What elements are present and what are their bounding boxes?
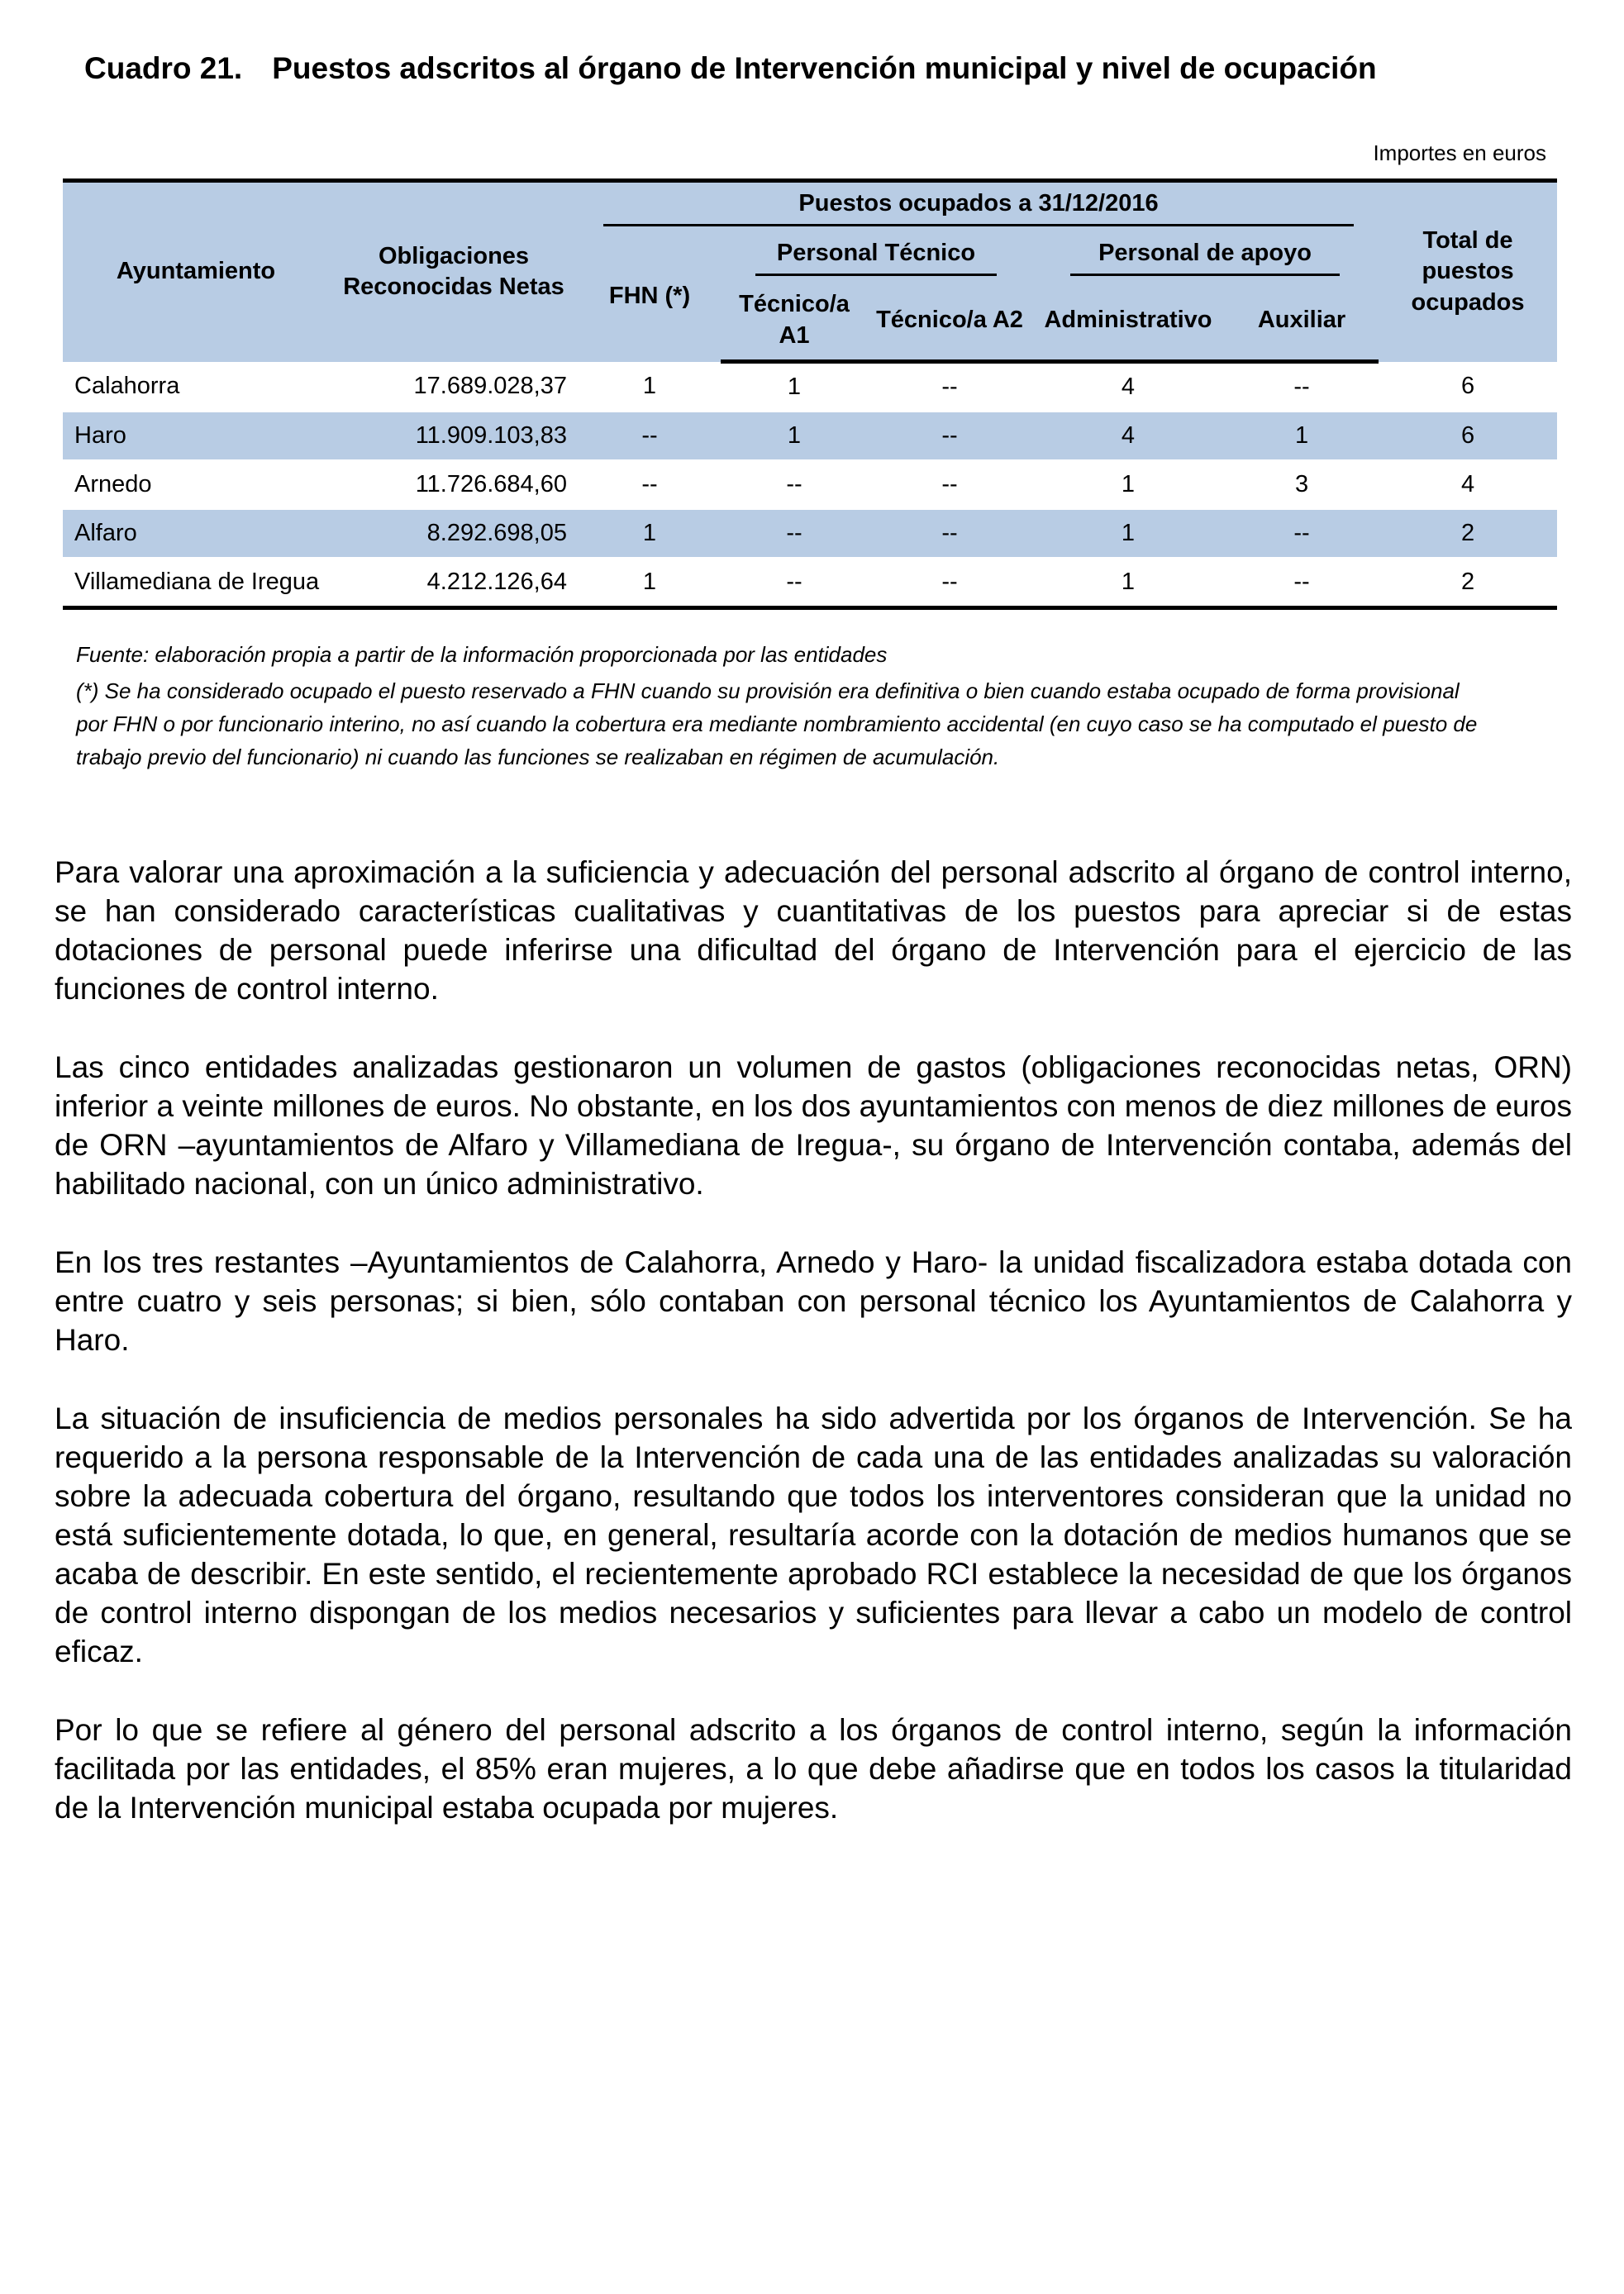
units-note: Importes en euros <box>1373 140 1546 165</box>
header-administrativo: Administrativo <box>1031 282 1225 362</box>
cell-fhn: 1 <box>579 362 721 412</box>
cell-orn: 11.726.684,60 <box>329 460 579 509</box>
header-a2: Técnico/a A2 <box>868 282 1031 362</box>
cell-administrativo: 4 <box>1031 412 1225 460</box>
cell-total: 2 <box>1379 558 1557 608</box>
cell-a1: 1 <box>721 362 868 412</box>
header-apoyo-group: Personal de apoyo <box>1031 232 1379 282</box>
cell-fhn: 1 <box>579 509 721 558</box>
cell-ayuntamiento: Villamediana de Iregua <box>63 558 329 608</box>
paragraph: Para valorar una aproximación a la suficiencia y adecuación del personal adscrito al órgano de control interno, se han considerado características cualitativas y cuantitativas de los puestos para apreciar si de estas dotaciones de personal puede inferirse una dificultad del órgano de Intervención para el ejercicio de las funciones de control interno. <box>55 855 1572 1006</box>
header-total: Total de puestos ocupados <box>1379 181 1557 362</box>
cell-auxiliar: 3 <box>1225 460 1379 509</box>
cell-ayuntamiento: Calahorra <box>63 362 329 412</box>
table-row <box>63 362 1557 412</box>
header-ayuntamiento: Ayuntamiento <box>63 181 329 362</box>
cell-auxiliar: -- <box>1225 509 1379 558</box>
paragraph: La situación de insuficiencia de medios personales ha sido advertida por los órganos de Intervención. Se ha requerido a la persona responsable de la Intervención de cada una de las entidades analizadas su valoración sobre la adecuada cobertura del órgano, resultando que todos los interventores consideran que la unidad no está suficientemente dotada, lo que, en general, resultaría acorde con la dotación de medios humanos que se acaba de describir. En este sentido, el recientemente aprobado RCI establece la necesidad de que los órganos de control interno dispongan de los medios necesarios y suficientes para llevar a cabo un modelo de control eficaz. <box>55 1402 1572 1668</box>
positions-table <box>63 178 1557 610</box>
table-row <box>63 412 1557 460</box>
table-row <box>63 460 1557 509</box>
table-notes <box>76 638 1481 773</box>
cell-fhn: 1 <box>579 558 721 608</box>
cell-orn: 8.292.698,05 <box>329 509 579 558</box>
cell-a2: -- <box>868 558 1031 608</box>
cell-administrativo: 1 <box>1031 460 1225 509</box>
body-text <box>55 853 1572 1867</box>
cell-a2: -- <box>868 460 1031 509</box>
cell-a1: -- <box>721 509 868 558</box>
cell-a2: -- <box>868 509 1031 558</box>
cell-total: 6 <box>1379 412 1557 460</box>
cell-a2: -- <box>868 412 1031 460</box>
source-note: Fuente: elaboración propia a partir de la información proporcionada por las entidades <box>76 642 888 667</box>
caption-number: Cuadro 21. <box>84 51 243 85</box>
cell-auxiliar: -- <box>1225 362 1379 412</box>
cell-fhn: -- <box>579 460 721 509</box>
cell-administrativo: 1 <box>1031 509 1225 558</box>
cell-ayuntamiento: Haro <box>63 412 329 460</box>
paragraph: Las cinco entidades analizadas gestionaron un volumen de gastos (obligaciones reconocidas netas, ORN) inferior a veinte millones de euros. No obstante, en los dos ayuntamientos con menos de diez millones de euros de ORN –ayuntamientos de Alfaro y Villamediana de Iregua-, su órgano de Intervención contaba, además del habilitado nacional, con un único administrativo. <box>55 1050 1572 1201</box>
cell-ayuntamiento: Alfaro <box>63 509 329 558</box>
cell-orn: 11.909.103,83 <box>329 412 579 460</box>
cell-auxiliar: -- <box>1225 558 1379 608</box>
cell-orn: 4.212.126,64 <box>329 558 579 608</box>
cell-total: 6 <box>1379 362 1557 412</box>
header-tecnico-group: Personal Técnico <box>721 232 1031 282</box>
header-auxiliar: Auxiliar <box>1225 282 1379 362</box>
cell-a1: -- <box>721 558 868 608</box>
table-row <box>63 509 1557 558</box>
cell-total: 4 <box>1379 460 1557 509</box>
cell-administrativo: 4 <box>1031 362 1225 412</box>
cell-administrativo: 1 <box>1031 558 1225 608</box>
cell-a2: -- <box>868 362 1031 412</box>
table-caption <box>84 51 1555 86</box>
header-a1: Técnico/a A1 <box>721 282 868 362</box>
paragraph: Por lo que se refiere al género del personal adscrito a los órganos de control interno, según la información facilitada por las entidades, el 85% eran mujeres, a lo que debe añadirse que en todos los casos la titularidad de la Intervención municipal estaba ocupada por mujeres. <box>55 1713 1572 1825</box>
header-orn: Obligaciones Reconocidas Netas <box>329 181 579 362</box>
cell-fhn: -- <box>579 412 721 460</box>
caption-title: Puestos adscritos al órgano de Intervención municipal y nivel de ocupación <box>272 51 1377 85</box>
header-fhn: FHN (*) <box>579 232 721 362</box>
cell-a1: -- <box>721 460 868 509</box>
cell-total: 2 <box>1379 509 1557 558</box>
header-group: Puestos ocupados a 31/12/2016 <box>579 181 1379 233</box>
cell-auxiliar: 1 <box>1225 412 1379 460</box>
table-row <box>63 558 1557 608</box>
footnote: (*) Se ha considerado ocupado el puesto reservado a FHN cuando su provisión era definitiva o bien cuando estaba ocupado de forma provisional por FHN o por funcionario interino, no así cuando la cobertura era mediante nombramiento accidental (en cuyo caso se ha computado el puesto de trabajo previo del funcionario) ni cuando las funciones se realizaban en régimen de acumulación. <box>76 678 1478 769</box>
cell-ayuntamiento: Arnedo <box>63 460 329 509</box>
paragraph: En los tres restantes –Ayuntamientos de Calahorra, Arnedo y Haro- la unidad fiscalizadora estaba dotada con entre cuatro y seis personas; si bien, sólo contaban con personal técnico los Ayuntamientos de Calahorra y Haro. <box>55 1245 1572 1357</box>
cell-a1: 1 <box>721 412 868 460</box>
cell-orn: 17.689.028,37 <box>329 362 579 412</box>
